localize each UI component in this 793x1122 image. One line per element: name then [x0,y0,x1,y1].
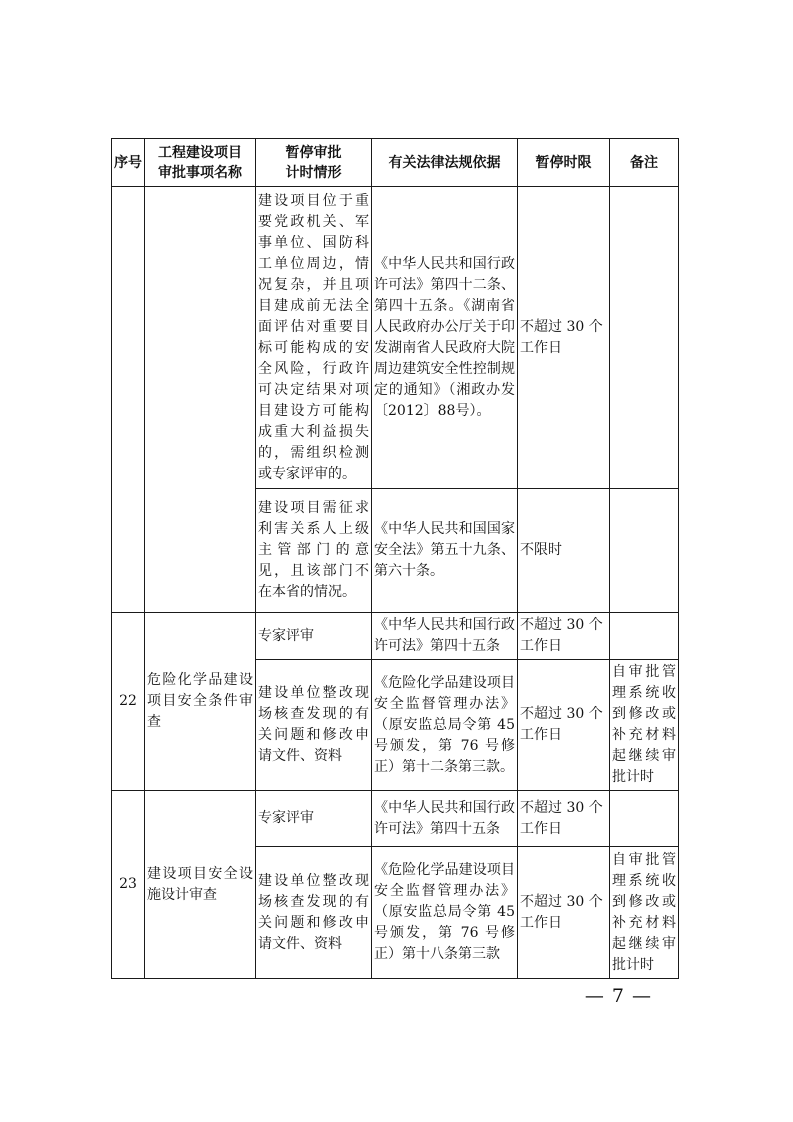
situation-cell: 建设项目位于重要党政机关、军事单位、国防科工单位周边，情况复杂，并且项目建成前无法全面评估对重要目标可能构成的安全风险，行政许可决定结果对项目建设方可能构成重大利益损失的，需组织检测或专家评审的。 [256,187,372,489]
situation-cell: 专家评审 [256,613,372,660]
limit-cell: 不超过 30 个工作日 [518,187,610,489]
law-cell: 《危险化学品建设项目安全监督管理办法》（原安监总局令第 45 号颁发，第 76 号修正）第十二条第三款。 [372,660,518,791]
item-name-cell [145,187,256,613]
header-situation-line2: 计时情形 [285,164,342,181]
limit-cell: 不超过 30 个工作日 [518,791,610,847]
header-seq: 序号 [112,139,145,187]
limit-cell: 不限时 [518,489,610,613]
limit-cell: 不超过 30 个工作日 [518,613,610,660]
law-cell: 《中华人民共和国行政许可法》第四十二条、第四十五条。《湖南省人民政府办公厅关于印发湖南省人民政府大院周边建筑安全性控制规定的通知》（湘政办发〔2012〕88号）。 [372,187,518,489]
table-row [112,791,679,847]
note-cell [610,791,679,847]
note-cell [610,489,679,613]
note-cell [610,187,679,489]
table-row [112,613,679,660]
header-name-line1: 工程建设项目 [158,144,242,161]
header-situation-line1: 暂停审批 [285,144,342,161]
page-number: — 7 — [584,985,652,1007]
seq-cell: 23 [112,791,145,979]
note-cell [610,613,679,660]
law-cell: 《危险化学品建设项目安全监督管理办法》（原安监总局令第 45 号颁发，第 76 号修正）第十八条第三款 [372,847,518,979]
table-row [112,187,679,489]
situation-cell: 建设单位整改现场核查发现的有关问题和修改申请文件、资料 [256,847,372,979]
item-name-cell: 危险化学品建设项目安全条件审查 [145,613,256,791]
header-name-line2: 审批事项名称 [158,164,242,181]
header-situation [256,139,372,187]
law-cell: 《中华人民共和国行政许可法》第四十五条 [372,613,518,660]
limit-cell: 不超过 30 个工作日 [518,660,610,791]
approval-table [111,138,679,979]
law-cell: 《中华人民共和国行政许可法》第四十五条 [372,791,518,847]
header-law: 有关法律法规依据 [372,139,518,187]
situation-cell: 专家评审 [256,791,372,847]
note-cell: 自审批管理系统收到修改或补充材料起继续审批计时 [610,847,679,979]
header-limit: 暂停时限 [518,139,610,187]
law-cell: 《中华人民共和国国家安全法》第五十九条、第六十条。 [372,489,518,613]
note-cell: 自审批管理系统收到修改或补充材料起继续审批计时 [610,660,679,791]
header-row [112,139,679,187]
situation-cell: 建设单位整改现场核查发现的有关问题和修改申请文件、资料 [256,660,372,791]
header-name [145,139,256,187]
seq-cell [112,187,145,613]
limit-cell: 不超过 30 个工作日 [518,847,610,979]
situation-cell: 建设项目需征求利害关系人上级主管部门的意见，且该部门不在本省的情况。 [256,489,372,613]
header-note: 备注 [610,139,679,187]
item-name-cell: 建设项目安全设施设计审查 [145,791,256,979]
seq-cell: 22 [112,613,145,791]
